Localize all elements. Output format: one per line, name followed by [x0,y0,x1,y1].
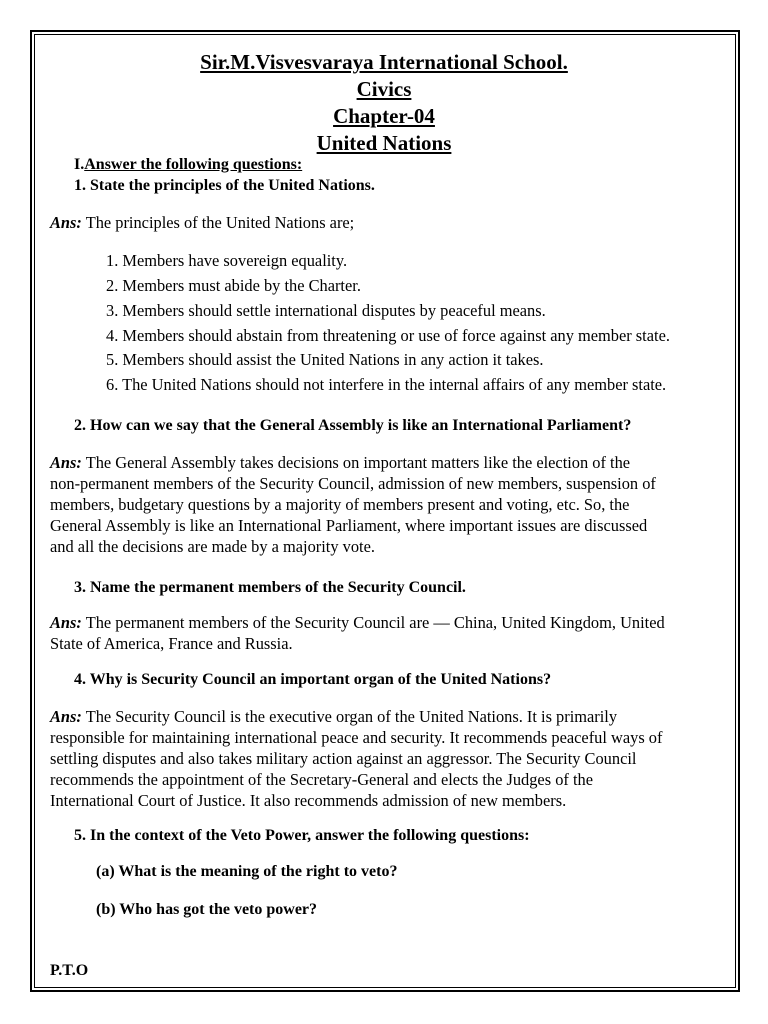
question-5a: (a) What is the meaning of the right to veto? [96,863,398,880]
principle-item: 1. Members have sovereign equality. [106,251,348,270]
answer-3-line: State of America, France and Russia. [50,634,293,653]
answer-4-line: The Security Council is the executive organ of the United Nations. It is primarily [81,707,618,726]
answer-2 [50,452,726,557]
question-1: 1. State the principles of the United Nations. [74,177,375,194]
section-number: I. [74,156,85,173]
answer-4-line: settling disputes and also takes military action against an aggressor. The Security Council [50,749,637,768]
principle-item: 6. The United Nations should not interfere in the internal affairs of any member state. [106,375,667,394]
answer-2-line: The General Assembly takes decisions on important matters like the election of the [81,453,631,472]
answer-4-line: International Court of Justice. It also recommends admission of new members. [50,791,567,810]
question-5b: (b) Who has got the veto power? [96,901,318,918]
principle-item: 4. Members should abstain from threatening or use of force against any member state. [106,326,670,345]
answer-3-line: The permanent members of the Security Council are — China, United Kingdom, United [81,613,665,632]
question-2: 2. How can we say that the General Assembly is like an International Parliament? [74,417,632,434]
answer-2-line: and all the decisions are made by a majority vote. [50,537,375,556]
subject-title: Civics [356,77,412,101]
section-heading-text: Answer the following questions: [84,156,303,173]
answer-2-line: General Assembly is like an International Parliament, where important issues are discussed [50,516,648,535]
ans-label: Ans: [50,613,82,632]
answer-2-line: members, budgetary questions by a majority of members present and voting, etc. So, the [50,495,630,514]
ans-label: Ans: [50,707,82,726]
answer-1 [50,212,726,233]
question-5: 5. In the context of the Veto Power, answer the following questions: [74,827,530,844]
chapter-title: Chapter-04 [333,104,435,128]
answer-4 [50,706,726,811]
topic-title: United Nations [316,131,452,155]
principle-item: 2. Members must abide by the Charter. [106,276,361,295]
school-name: Sir.M.Visvesvaraya International School. [200,50,568,74]
ans-label: Ans: [50,453,82,472]
answer-3 [50,612,726,654]
principle-item: 5. Members should assist the United Nations in any action it takes. [106,350,544,369]
section-heading [74,155,302,175]
answer-2-line: non-permanent members of the Security Council, admission of new members, suspension of [50,474,656,493]
ans-label: Ans: [50,213,82,232]
pto-label: P.T.O [50,962,89,979]
answer-4-line: responsible for maintaining international peace and security. It recommends peaceful ways of [50,728,663,747]
question-3: 3. Name the permanent members of the Security Council. [74,579,466,596]
answer-4-line: recommends the appointment of the Secretary-General and elects the Judges of the [50,770,593,789]
principle-item: 3. Members should settle international disputes by peaceful means. [106,301,546,320]
answer-1-text: The principles of the United Nations are; [81,213,355,232]
question-4: 4. Why is Security Council an important organ of the United Nations? [74,671,552,688]
